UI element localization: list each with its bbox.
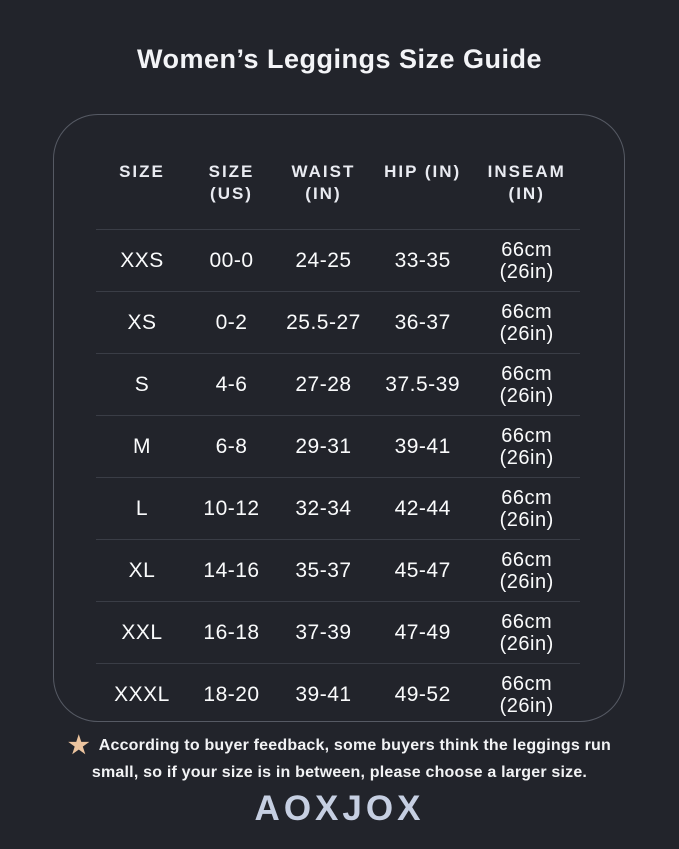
brand-logo: AOXJOX xyxy=(254,789,425,828)
cell-size: XS xyxy=(127,311,157,335)
table-row-xxl xyxy=(96,601,580,663)
cell-size-us: 6-8 xyxy=(215,435,248,459)
table-row-xl xyxy=(96,539,580,601)
cell-size: S xyxy=(134,373,150,397)
cell-waist: 32-34 xyxy=(295,497,352,521)
note-line-1 xyxy=(0,732,679,759)
cell-size-us: 10-12 xyxy=(203,497,260,521)
header-cell-size: SIZE xyxy=(119,162,165,181)
note-text-1: According to buyer feedback, some buyers think the leggings run xyxy=(98,737,611,754)
cell-waist: 27-28 xyxy=(295,373,352,397)
cell-waist: 37-39 xyxy=(295,621,352,645)
cell-waist: 39-41 xyxy=(295,683,352,707)
cell-inseam: 66cm (26in) xyxy=(499,424,554,469)
cell-hip: 33-35 xyxy=(394,249,451,273)
cell-size-us: 0-2 xyxy=(215,311,248,335)
cell-size: XXXL xyxy=(114,683,170,707)
cell-inseam: 66cm (26in) xyxy=(499,238,554,283)
table-row-s xyxy=(96,353,580,415)
cell-size: XXL xyxy=(121,621,163,645)
cell-size-us: 4-6 xyxy=(215,373,248,397)
cell-inseam: 66cm (26in) xyxy=(499,486,554,531)
cell-inseam: 66cm (26in) xyxy=(499,548,554,593)
cell-size-us: 16-18 xyxy=(203,621,260,645)
table-row-xxxl xyxy=(96,663,580,725)
cell-hip: 37.5-39 xyxy=(385,373,461,397)
header-cell-waist: WAIST (IN) xyxy=(291,162,356,204)
cell-size-us: 14-16 xyxy=(203,559,260,583)
cell-inseam: 66cm (26in) xyxy=(499,610,554,655)
table-row-xxs xyxy=(96,229,580,291)
note-text-2: small, so if your size is in between, please choose a larger size. xyxy=(91,764,588,781)
table-row-xs xyxy=(96,291,580,353)
cell-size: L xyxy=(135,497,149,521)
table-row-l xyxy=(96,477,580,539)
header-cell-inseam: INSEAM (IN) xyxy=(487,162,566,204)
buyer-feedback-note xyxy=(0,732,679,786)
cell-inseam: 66cm (26in) xyxy=(499,672,554,717)
cell-hip: 49-52 xyxy=(394,683,451,707)
cell-waist: 24-25 xyxy=(295,249,352,273)
cell-inseam: 66cm (26in) xyxy=(499,300,554,345)
table-row-m xyxy=(96,415,580,477)
table-header-row xyxy=(96,115,580,229)
size-table-card xyxy=(53,114,625,722)
cell-size-us: 00-0 xyxy=(209,249,254,273)
cell-waist: 35-37 xyxy=(295,559,352,583)
cell-size: XXS xyxy=(120,249,164,273)
cell-hip: 36-37 xyxy=(394,311,451,335)
header-cell-size-us: SIZE (US) xyxy=(208,162,255,204)
cell-hip: 42-44 xyxy=(394,497,451,521)
cell-waist: 29-31 xyxy=(295,435,352,459)
cell-inseam: 66cm (26in) xyxy=(499,362,554,407)
star-icon: ★ xyxy=(68,731,90,759)
header-cell-hip: HIP (IN) xyxy=(384,162,462,181)
cell-hip: 45-47 xyxy=(394,559,451,583)
cell-size-us: 18-20 xyxy=(203,683,260,707)
cell-hip: 39-41 xyxy=(394,435,451,459)
page-title: Women’s Leggings Size Guide xyxy=(136,44,543,74)
cell-size: XL xyxy=(128,559,156,583)
cell-waist: 25.5-27 xyxy=(286,311,361,335)
cell-hip: 47-49 xyxy=(394,621,451,645)
cell-size: M xyxy=(132,435,151,459)
